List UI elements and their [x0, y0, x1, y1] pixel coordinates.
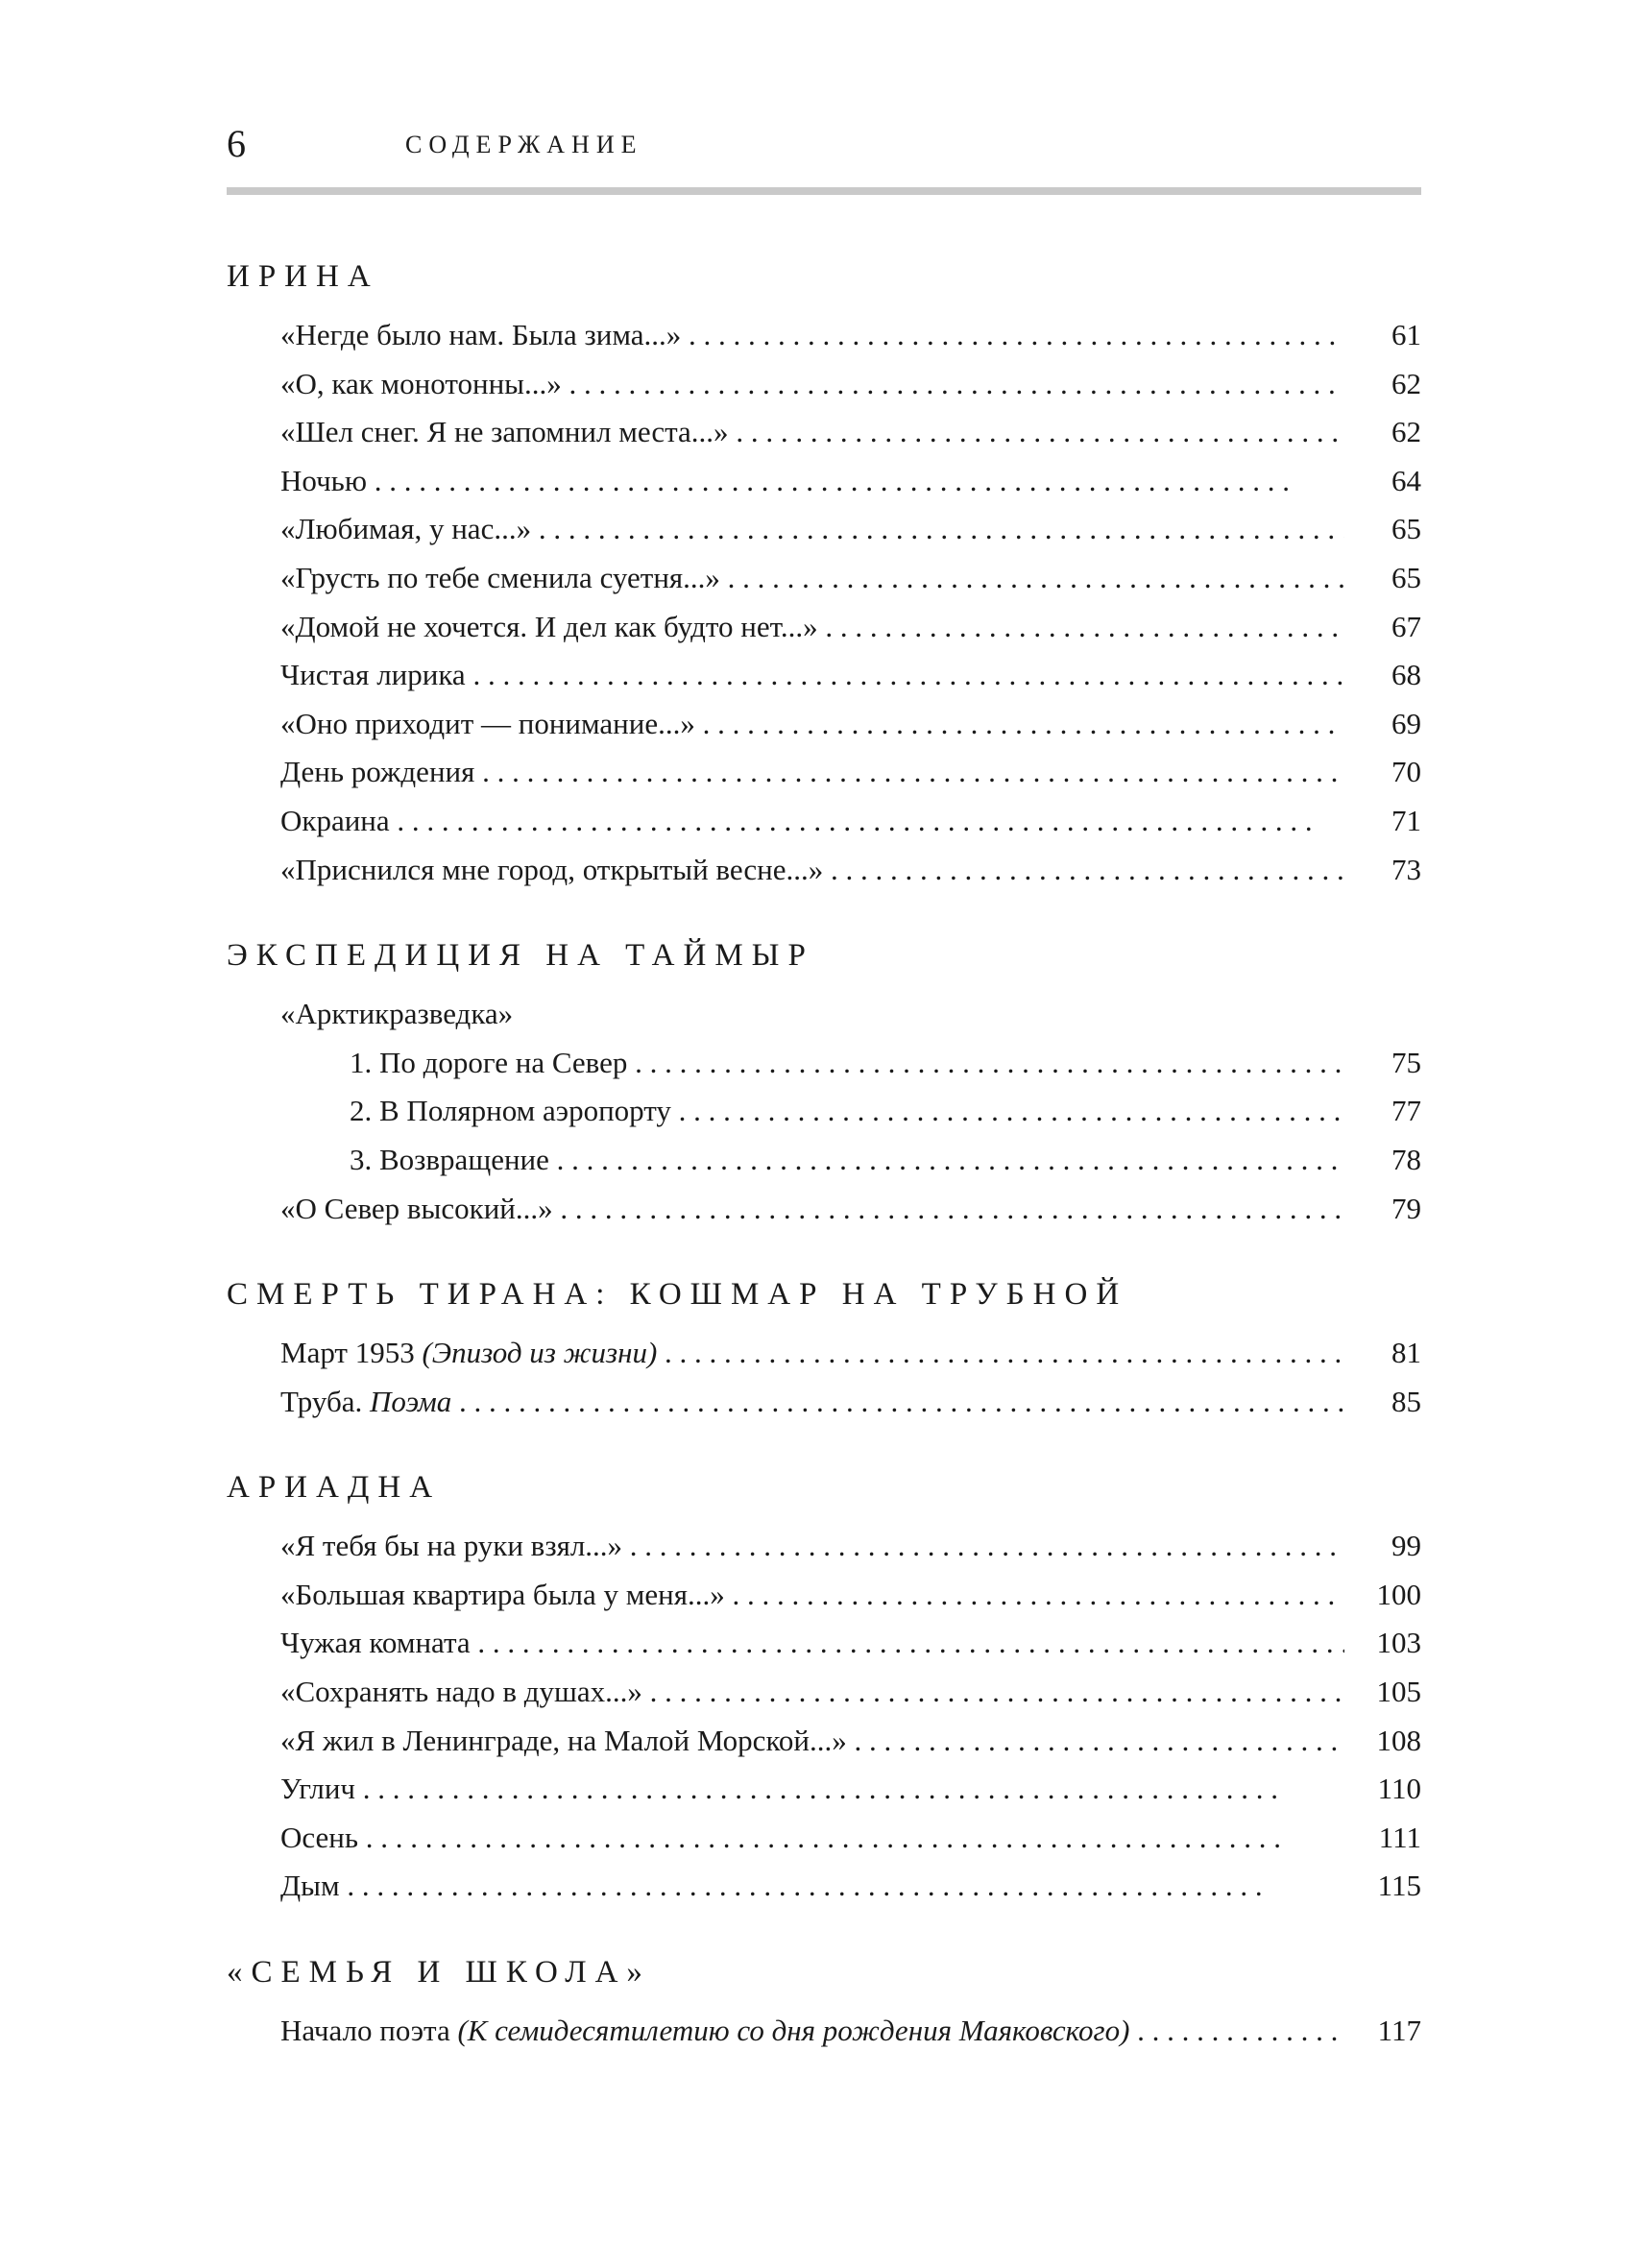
entry-page-number: 105 [1344, 1668, 1421, 1717]
entry-title: Начало поэта [280, 2014, 450, 2048]
page-number: 6 [227, 122, 246, 165]
entry-title: «Сохранять надо в душах...» [280, 1675, 642, 1709]
entry-page-number: 110 [1344, 1765, 1421, 1814]
toc-entry[interactable] [350, 1039, 1421, 1088]
entry-page-number: 67 [1344, 603, 1421, 652]
page-header [227, 123, 1421, 165]
entry-title: 3. Возвращение [350, 1142, 549, 1176]
entry-page-number: 69 [1344, 700, 1421, 749]
toc-entry[interactable] [280, 1619, 1421, 1668]
toc-section [227, 1275, 1421, 1426]
entry-title: Чистая лирика [280, 658, 466, 692]
entry-title: «Оно приходит — понимание...» [280, 706, 695, 740]
toc-section [227, 1468, 1421, 1911]
entry-title: День рождения [280, 755, 475, 789]
toc-entry[interactable] [350, 1087, 1421, 1136]
entry-page-number: 73 [1344, 846, 1421, 895]
entry-page-number: 115 [1344, 1862, 1421, 1911]
toc-entry[interactable] [280, 408, 1421, 457]
section-title: АРИАДНА [227, 1470, 442, 1506]
entry-page-number: 77 [1344, 1087, 1421, 1136]
entry-title: Март 1953 [280, 1336, 415, 1370]
toc-entry[interactable] [280, 846, 1421, 895]
entry-page-number: 103 [1344, 1619, 1421, 1668]
toc-entry[interactable] [280, 748, 1421, 797]
toc-entry[interactable] [280, 797, 1421, 846]
entry-title: «О Север высокий...» [280, 1191, 553, 1225]
entry-page-number: 71 [1344, 797, 1421, 846]
entry-title: «Я жил в Ленинграде, на Малой Морской...» [280, 1723, 847, 1757]
toc-entry[interactable] [280, 990, 1421, 1039]
section-title: «СЕМЬЯ И ШКОЛА» [227, 1955, 651, 1991]
toc-entry[interactable] [280, 1185, 1421, 1234]
entry-page-number: 85 [1344, 1378, 1421, 1427]
running-head: СОДЕРЖАНИЕ [405, 131, 643, 158]
toc-entry[interactable] [280, 651, 1421, 700]
toc-entry[interactable] [280, 1717, 1421, 1766]
entry-page-number: 65 [1344, 554, 1421, 603]
entry-page-number: 78 [1344, 1136, 1421, 1185]
entry-title: Ночью [280, 463, 367, 497]
entry-title: Осень [280, 1820, 359, 1854]
entry-page-number: 64 [1344, 457, 1421, 506]
entry-title: «Любимая, у нас...» [280, 512, 532, 546]
entry-title: «Большая квартира была у меня...» [280, 1577, 725, 1611]
entry-page-number: 68 [1344, 651, 1421, 700]
entry-title: «Я тебя бы на руки взял...» [280, 1529, 623, 1563]
entry-note: (К семидесятилетию со дня рождения Маяковского) [457, 2014, 1130, 2048]
toc-section [227, 1953, 1421, 2056]
toc-entry[interactable] [280, 1329, 1421, 1378]
entry-title: «Приснился мне город, открытый весне...» [280, 852, 824, 886]
section-title: СМЕРТЬ ТИРАНА: КОШМАР НА ТРУБНОЙ [227, 1277, 1128, 1313]
entry-title: «Негде было нам. Была зима...» [280, 318, 682, 351]
toc-entry[interactable] [280, 505, 1421, 554]
entry-title: Окраина [280, 803, 390, 837]
toc-entry[interactable] [280, 554, 1421, 603]
entry-page-number: 70 [1344, 748, 1421, 797]
toc-entry[interactable] [280, 603, 1421, 652]
entry-title: «Грусть по тебе сменила суетня...» [280, 560, 720, 594]
toc-entry[interactable] [280, 1668, 1421, 1717]
toc-section [227, 936, 1421, 1233]
entry-title: «Арктикразведка» [280, 997, 514, 1031]
entry-page-number: 100 [1344, 1571, 1421, 1620]
toc-entry[interactable] [280, 1522, 1421, 1571]
entry-title: «Домой не хочется. И дел как будто нет...» [280, 609, 818, 643]
entry-page-number: 62 [1344, 408, 1421, 457]
entry-page-number: 99 [1344, 1522, 1421, 1571]
toc-entry[interactable] [280, 311, 1421, 360]
entry-page-number: 62 [1344, 360, 1421, 409]
table-of-contents [227, 257, 1421, 2098]
entry-note: (Эпизод из жизни) [422, 1336, 658, 1370]
header-rule [227, 187, 1421, 195]
entry-title: «Шел снег. Я не запомнил места...» [280, 415, 729, 449]
entry-note: Поэма [369, 1384, 452, 1418]
entry-title: 2. В Полярном аэропорту [350, 1094, 671, 1128]
toc-entry[interactable] [280, 1765, 1421, 1814]
entry-page-number: 81 [1344, 1329, 1421, 1378]
entry-page-number: 79 [1344, 1185, 1421, 1234]
entry-page-number: 117 [1344, 2007, 1421, 2056]
toc-entry[interactable] [280, 1378, 1421, 1427]
entry-page-number: 108 [1344, 1717, 1421, 1766]
toc-entry[interactable] [280, 2007, 1421, 2056]
toc-entry[interactable] [280, 457, 1421, 506]
section-title: ИРИНА [227, 259, 379, 294]
entry-page-number: 75 [1344, 1039, 1421, 1088]
entry-title: Дым [280, 1869, 340, 1903]
entry-title: Труба. [280, 1384, 363, 1418]
entry-title: 1. По дороге на Север [350, 1045, 628, 1079]
toc-entry[interactable] [280, 1862, 1421, 1911]
entry-page-number: 61 [1344, 311, 1421, 360]
entry-title: Чужая комната [280, 1626, 471, 1660]
section-title: ЭКСПЕДИЦИЯ НА ТАЙМЫР [227, 938, 814, 974]
toc-entry[interactable] [280, 1571, 1421, 1620]
entry-page-number: 111 [1344, 1814, 1421, 1863]
entry-title: «О, как монотонны...» [280, 366, 562, 400]
entry-title: Углич [280, 1772, 356, 1806]
entry-page-number: 65 [1344, 505, 1421, 554]
toc-entry[interactable] [280, 360, 1421, 409]
toc-entry[interactable] [280, 1814, 1421, 1863]
toc-entry[interactable] [280, 700, 1421, 749]
toc-section [227, 257, 1421, 894]
toc-entry[interactable] [350, 1136, 1421, 1185]
